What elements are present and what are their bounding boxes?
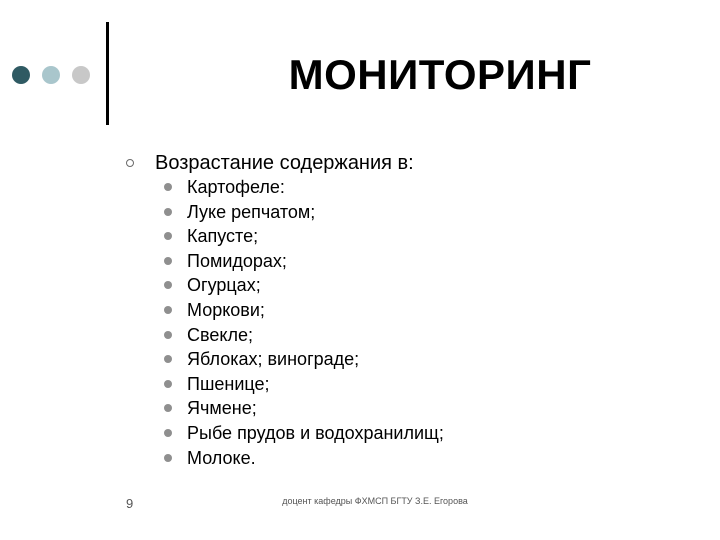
- bullet-icon: [164, 281, 172, 289]
- footer-author: доцент кафедры ФХМСП БГТУ З.Е. Егорова: [282, 496, 468, 506]
- list-item-text: Моркови;: [187, 299, 265, 320]
- list-item-text: Капусте;: [187, 226, 259, 247]
- list-item-text: Молоке.: [187, 447, 256, 468]
- decor-dot-light: [42, 66, 60, 84]
- list-item-text: Картофеле:: [187, 177, 285, 197]
- bullet-icon: [164, 331, 172, 339]
- main-bullet-text: Возрастание содержания в:: [155, 152, 414, 174]
- bullet-icon: [164, 232, 172, 240]
- bullet-icon: [164, 355, 172, 363]
- list-item-text: Ячмене;: [187, 398, 257, 419]
- decor-dot-dark: [12, 66, 30, 84]
- bullet-icon: [164, 306, 172, 314]
- list-item-text: Рыбе прудов и водохранилищ;: [187, 422, 444, 443]
- list-item-text: Яблоках; винограде;: [187, 349, 360, 370]
- list-item-text: Огурцах;: [187, 275, 261, 296]
- ring-bullet-icon: [126, 159, 134, 167]
- bullet-icon: [164, 380, 172, 388]
- list-item-text: Пшенице;: [187, 373, 270, 394]
- bullet-icon: [164, 429, 172, 437]
- list-item-text: Свекле;: [187, 324, 253, 345]
- bullet-icon: [164, 454, 172, 462]
- decor-dot-grey: [72, 66, 90, 84]
- bullet-icon: [164, 183, 172, 191]
- list-item-text: Помидорах;: [187, 250, 287, 271]
- bullet-icon: [164, 404, 172, 412]
- title-divider: [106, 22, 109, 125]
- bullet-icon: [164, 257, 172, 265]
- slide-title: МОНИТОРИНГ: [288, 51, 592, 98]
- page-number: 9: [126, 496, 134, 511]
- bullet-icon: [164, 208, 172, 216]
- list-item-text: Луке репчатом;: [187, 201, 316, 222]
